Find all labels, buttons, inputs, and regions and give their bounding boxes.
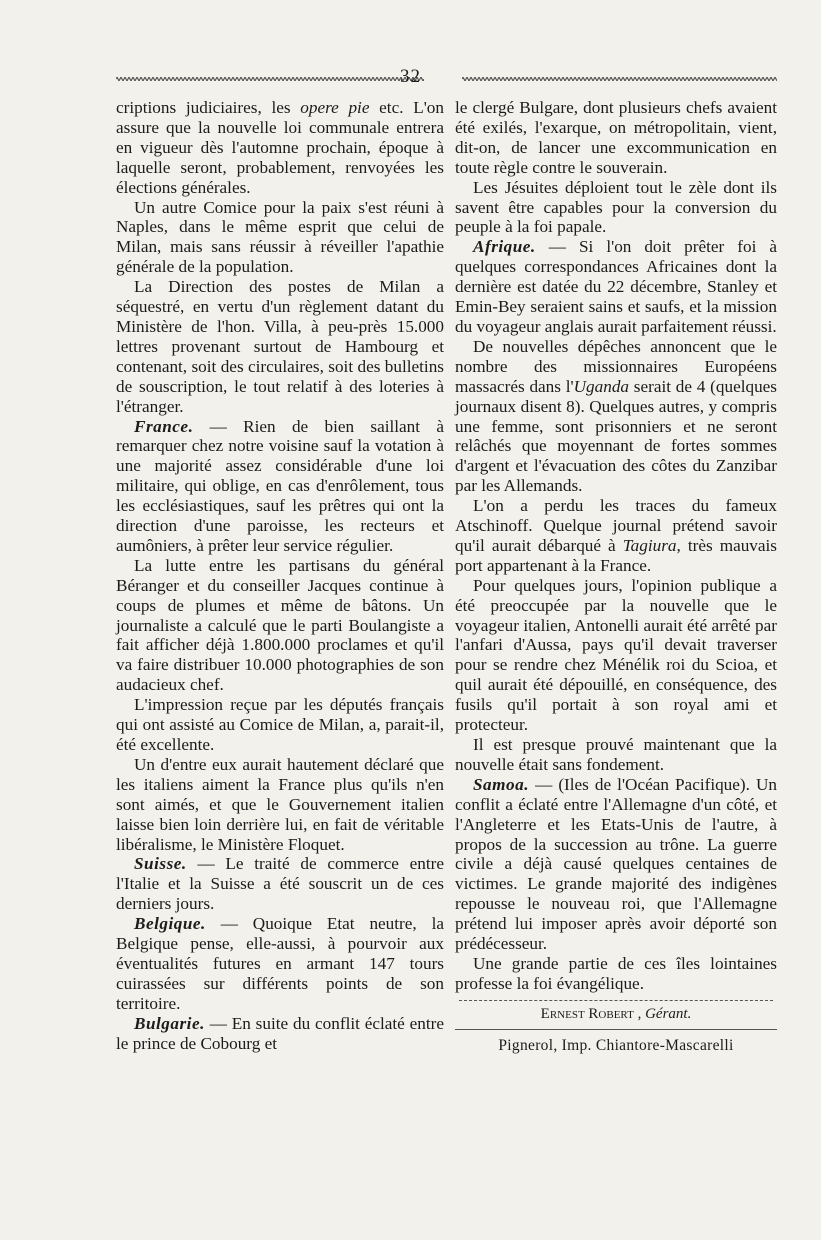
paragraph-samoa: Samoa. — (Iles de l'Océan Pacifique). Un conflit a éclaté entre l'Allemagne d'un côté, et l'Angleterre et les Etats-Unis de l'autre, à propos de la succession au trône. La guerre civile a déjà causé quelques centaines de victimes. Le grande majorité des indigènes repousse le nouveau roi, que l'Allemagne prétend lui imposer après avoir déporté son prédécesseur. xyxy=(455,774,777,954)
paragraph: L'impression reçue par les députés français qui ont assisté au Comice de Milan, a, parait-il, été excellente. xyxy=(116,695,444,754)
printer-divider xyxy=(455,1029,777,1030)
right-column xyxy=(455,98,777,1056)
section-label-afrique: Afrique. xyxy=(473,237,536,257)
section-label-belgique: Belgique. xyxy=(134,914,206,934)
printer-imprint: Pignerol, Imp. Chiantore-Mascarelli xyxy=(498,1036,734,1054)
section-label-bulgarie: Bulgarie. xyxy=(134,1013,205,1033)
section-label-france: France. xyxy=(134,416,194,436)
paragraph: criptions judiciaires, les opere pie etc. L'on assure que la nouvelle loi communale entrera en vigueur dès l'automne prochain, époque à laquelle seront, probablement, renvoyées les élections générales. xyxy=(116,98,444,197)
signature-name: Ernest Robert xyxy=(540,1005,634,1022)
header-rule-right xyxy=(462,76,777,82)
paragraph: le clergé Bulgare, dont plusieurs chefs avaient été exilés, l'exarque, on métropolitain, vient, dit-on, de lancer une excommunication en toute règle contre le souverain. xyxy=(455,98,777,177)
paragraph: Les Jésuites déploient tout le zèle dont ils savent être capables pour la conversion du peuple à la foi papale. xyxy=(455,177,777,237)
paragraph: L'on a perdu les traces du fameux Atschinoff. Quelque journal prétend savoir qu'il aurait débarqué à Tagiura, très mauvais port appartenant à la France. xyxy=(455,496,777,575)
paragraph: Un d'entre eux aurait hautement déclaré que les italiens aiment la France plus qu'ils n'en sont aimés, et que le Gouvernement italien laisse bien loin derrière lui, en fait de véritable libéralisme, le Ministère Floquet. xyxy=(116,754,444,854)
paragraph: Pour quelques jours, l'opinion publique a été preoccupée par la nouvelle que le voyageur italien, Antonelli aurait été arrêté par l'anfari d'Aussa, pays qu'il devait traverser pour se rendre chez Ménélik roi du Scioa, et quil aurait été dépouillé, en conséquence, des fusils qu'il portait à son royal ami et protecteur. xyxy=(455,575,777,735)
left-column xyxy=(116,98,444,1054)
paragraph-france: France. — Rien de bien saillant à remarquer chez notre voisine sauf la votation à une majorité assez considérable d'une loi militaire, qui oblige, en cas d'enrôlement, tous les ecclésiastiques, sauf les prêtres qui ont la direction d'une paroisse, les recteurs et aumôniers, à prêter leur service régulier. xyxy=(116,416,444,555)
page-number: 32 xyxy=(400,66,421,87)
paragraph: La Direction des postes de Milan a séquestré, en vertu d'un règlement datant du Ministère de l'hon. Villa, à peu-près 15.000 lettres provenant surtout de Hambourg et contenant, soit des circulaires, soit des bulletins de souscription, le tout relatif à des loteries à l'étranger. xyxy=(116,277,444,416)
paragraph-belgique: Belgique. — Quoique Etat neutre, la Belgique pense, elle-aussi, à pourvoir aux éventualités futures en armant 147 tours cuirassées sur différents points de son territoire. xyxy=(116,914,444,1013)
paragraph-afrique: Afrique. — Si l'on doit prêter foi à quelques correspondances Africaines dont la dernière est datée du 22 décembre, Stanley et Emin-Bey seraient sains et saufs, et la mission du voyageur anglais aurait parfaitement réussi. xyxy=(455,237,777,336)
signature: Ernest Robert , Gérant. xyxy=(540,1005,692,1022)
paragraph-suisse: Suisse. — Le traité de commerce entre l'Italie et la Suisse a été souscrit un de ces derniers jours. xyxy=(116,854,444,914)
paragraph: La lutte entre les partisans du général Béranger et du conseiller Jacques continue à coups de plumes et même de bâtons. Un journaliste a calculé que le parti Boulangiste a fait afficher déjà 1.800.000 proclames et qu'il va faire distribuer 10.000 photographies de son audacieux chef. xyxy=(116,555,444,695)
paragraph: Un autre Comice pour la paix s'est réuni à Naples, dans le même esprit que celui de Milan, mais sans réussir à réveiller l'apathie générale de la population. xyxy=(116,197,444,277)
paragraph: Il est presque prouvé maintenant que la nouvelle était sans fondement. xyxy=(455,735,777,774)
signature-role: Gérant. xyxy=(645,1005,692,1022)
section-label-samoa: Samoa. xyxy=(473,774,530,794)
paragraph: De nouvelles dépêches annoncent que le nombre des missionnaires Européens massacrés dans l'Uganda serait de 4 (quelques journaux disent 8). Quelques autres, y compris une femme, sont prisonniers et ne seront relâchés que moyennant de fortes sommes d'argent et l'évacuation des côtes du Zanzibar par les Allemands. xyxy=(455,336,777,496)
paragraph: Une grande partie de ces îles lointaines professe la foi évangélique. xyxy=(455,953,777,993)
section-label-suisse: Suisse. xyxy=(134,854,187,874)
signature-divider xyxy=(459,1000,773,1001)
paragraph-bulgarie: Bulgarie. — En suite du conflit éclaté entre le prince de Cobourg et xyxy=(116,1013,444,1053)
